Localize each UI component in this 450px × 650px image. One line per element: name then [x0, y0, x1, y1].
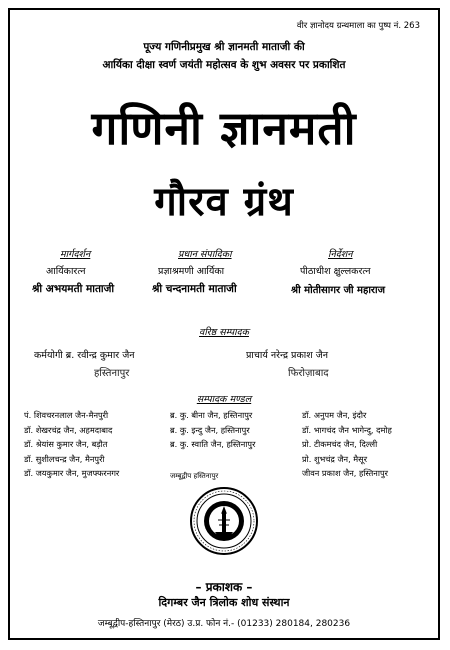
book-title-page — [8, 8, 440, 640]
book-title-line-1: गणिनी ज्ञानमती — [91, 101, 357, 155]
book-title-line-2: गौरव ग्रंथ — [154, 179, 294, 225]
senior-editor-right-name: प्राचार्य नरेन्द्र प्रकाश जैन — [246, 350, 329, 361]
list-item: ब्र. कु. इन्दु जैन, हस्तिनापुर — [170, 424, 250, 435]
margdarshan-name: श्री अभयमती माताजी — [32, 283, 115, 295]
list-item: डॉ. भागचंद जैन भागेन्दु, दमोह — [302, 424, 392, 435]
margdarshan-heading: मार्गदर्शन — [60, 249, 91, 260]
nirdeshan-heading: निर्देशन — [328, 249, 353, 260]
publisher-heading: – प्रकाशक – — [195, 580, 253, 594]
list-item: डॉ. सुशीलचन्द्र जैन, मैनपुरी — [24, 453, 105, 464]
board-column-3 — [302, 408, 392, 481]
senior-editors-heading: वरिष्ठ सम्पादक — [199, 327, 249, 338]
sampadika-heading: प्रधान संपादिका — [178, 249, 232, 260]
sampadika-line-1: प्रज्ञाश्रमणी आर्यिका — [158, 266, 225, 277]
senior-editor-right-place: फिरोज़ाबाद — [288, 368, 329, 379]
list-item: पं. शिवचरनलाल जैन-मैनपुरी — [24, 410, 109, 420]
nirdeshan-name: श्री मोतीसागर जी महाराज — [291, 285, 386, 296]
board-column-2 — [170, 408, 255, 452]
margdarshan-line-1: आर्यिकारत्न — [46, 266, 86, 277]
list-item: डॉ. श्रेयांस कुमार जैन, बड़ौत — [24, 439, 108, 450]
dedication-line-2: आर्यिका दीक्षा स्वर्ण जयंती महोत्सव के शुभ अवसर पर प्रकाशित — [102, 59, 346, 71]
list-item: जीवन प्रकाश जैन, हस्तिनापुर — [302, 468, 388, 479]
list-item: डॉ. जयकुमार जैन, मुजफ्फरनगर — [24, 468, 120, 479]
publisher-name: दिगम्बर जैन त्रिलोक शोध संस्थान — [158, 596, 290, 609]
list-item: डॉ. शेखरचंद्र जैन, अहमदाबाद — [24, 424, 113, 435]
board-heading: सम्पादक मण्डल — [196, 394, 252, 405]
sampadika-name: श्री चन्दनामती माताजी — [152, 283, 237, 295]
series-number: वीर ज्ञानोदय ग्रन्थमाला का पुष्प नं. 263 — [296, 21, 420, 31]
board-column-1 — [24, 408, 119, 481]
senior-editor-left-name: कर्मयोगी ब्र. रवीन्द्र कुमार जैन — [34, 350, 135, 361]
list-item: प्रो. शुभचंद्र जैन, मैसूर — [302, 453, 368, 464]
list-item: ब्र. कु. स्वाति जैन, हस्तिनापुर — [170, 439, 256, 450]
senior-editor-left-place: हस्तिनापुर — [94, 368, 130, 379]
dedication-line-1: पूज्य गणिनीप्रमुख श्री ज्ञानमती माताजी की — [143, 41, 305, 53]
jambudweep-emblem-icon — [189, 486, 259, 556]
nirdeshan-line-1: पीठाधीश क्षुल्लकरत्न — [300, 266, 371, 277]
publisher-address: जम्बूद्वीप-हस्तिनापुर (मेरठ) उ.प्र. फोन नं.- (01233) 280184, 280236 — [97, 619, 351, 629]
list-item: प्रो. टीकमचंद जैन, दिल्ली — [302, 439, 378, 450]
list-item: डॉ. अनुपम जैन, इंदौर — [302, 410, 367, 420]
emblem-caption: जम्बूद्वीप हस्तिनापुर — [170, 472, 219, 480]
list-item: ब्र. कु. बीना जैन, हस्तिनापुर — [170, 410, 253, 420]
